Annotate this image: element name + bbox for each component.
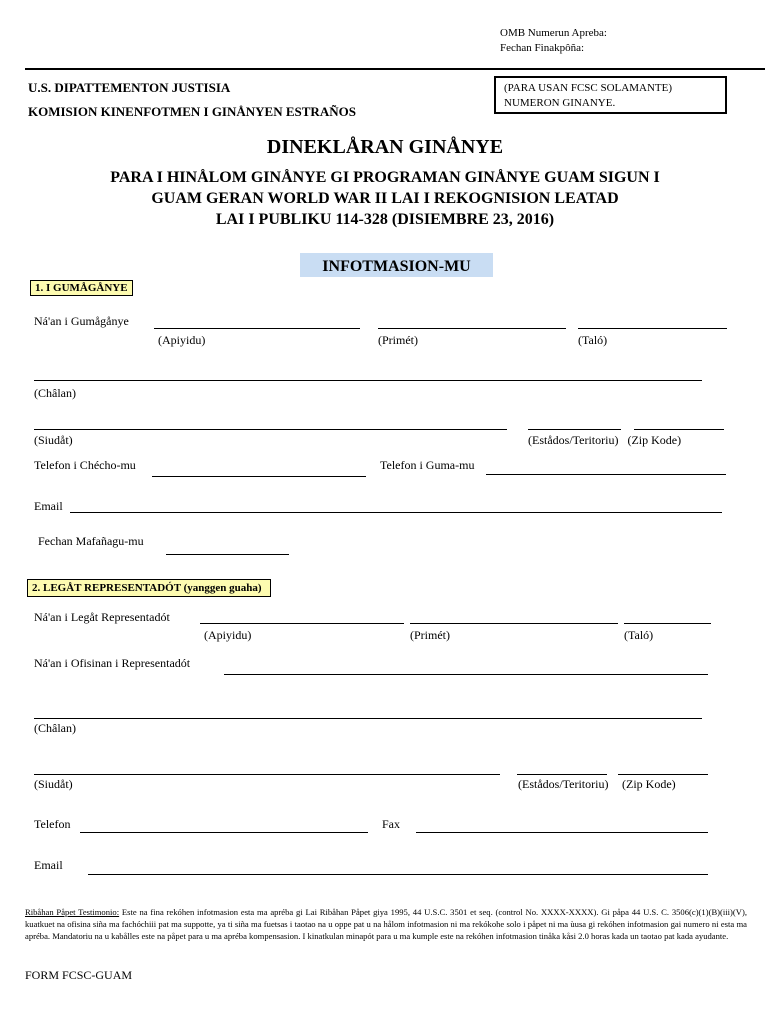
rep-last-name-input[interactable]: [200, 605, 404, 624]
rep-office-input[interactable]: [224, 656, 708, 675]
claimant-middle-name-input[interactable]: [578, 310, 727, 329]
omb-block: [500, 26, 607, 56]
claimant-address-input[interactable]: [34, 362, 702, 381]
last-name-caption: (Apiyidu): [158, 333, 206, 347]
subtitle-line-1: PARA I HINÅLOM GINÅNYE GI PROGRAMAN GINÅNYE GUAM SIGUN I: [110, 169, 660, 186]
dob-label: Fechan Mafañagu-mu: [38, 534, 144, 548]
omb-number-label: OMB Numerun Apreba:: [500, 27, 607, 39]
rep-first-caption: (Primét): [410, 628, 450, 642]
rep-city-caption: (Siudåt): [34, 777, 73, 791]
rep-address-input[interactable]: [34, 700, 702, 719]
work-phone-label: Telefon i Chécho-mu: [34, 458, 136, 472]
form-subtitle: [0, 167, 770, 230]
email-label: Email: [34, 499, 63, 513]
rep-phone-label: Telefon: [34, 817, 71, 831]
subtitle-line-2: GUAM GERAN WORLD WAR II LAI I REKOGNISION LEATAD: [151, 190, 619, 207]
subtitle-line-3: LAI I PUBLIKU 114-328 (DISIEMBRE 23, 2016): [215, 211, 555, 228]
official-use-box: [494, 76, 727, 114]
claimant-city-input[interactable]: [34, 411, 507, 430]
expiration-date-label: Fechan Finakpôña:: [500, 42, 585, 54]
address-caption: (Châlan): [34, 386, 76, 400]
first-name-caption: (Primét): [378, 333, 418, 347]
department-name: U.S. DIPATTEMENTON JUSTISIA: [28, 80, 231, 95]
home-phone-input[interactable]: [486, 456, 726, 475]
rep-middle-caption: (Taló): [624, 628, 654, 642]
claimant-email-input[interactable]: [70, 494, 722, 513]
rep-office-label: Ná'an i Ofisinan i Representadót: [34, 656, 191, 670]
claimant-name-label: Ná'an i Gumågånye: [34, 314, 129, 328]
rep-email-label: Email: [34, 858, 63, 872]
form-title: DINEKLÅRAN GINÅNYE: [266, 136, 504, 158]
claimant-first-name-input[interactable]: [378, 310, 566, 329]
claim-number-label: NUMERON GINANYE.: [504, 97, 616, 109]
paperwork-notice: [25, 906, 747, 942]
claimant-last-name-input[interactable]: [154, 310, 360, 329]
section2-header: 2. LEGÅT REPRESENTADÓT (yanggen guaha): [27, 579, 271, 597]
middle-name-caption: (Taló): [578, 333, 608, 347]
rep-city-input[interactable]: [34, 756, 500, 775]
home-phone-label: Telefon i Guma-mu: [380, 458, 475, 472]
paperwork-notice-text: Este na fina rekóhen infotmasion esta ma apréba gi Lai Ribåhan Påpet giya 1995, 44 U.S.C. 3501 et seq. (control No. XXXX-XXXX). Gi påpa 44 U.S. C. 3506(c)(1)(B)(iii)(V), kuatkuet na ofisina siña ma fachóchiii pat ma suppotte, ya ti siña ma fuetsas i taotao na u oppe pat u na hålom infotmasion ni ma rekókohe solo i påpet ni ma ùusa gi rekóhen infotmasion gai numero ni esta ma apréba. Mandatoriu na u kabålles este na påpet para u ma apréba kompensasion. I kinatkulan minapót para u ma kumple este na rekóhen infotmasion tinåka kåsi 2.0 horas kada un taotao pat kada ayudante.: [25, 907, 748, 941]
rep-state-caption: (Estådos/Teritoriu): [518, 777, 609, 791]
commission-name: KOMISION KINENFOTMEN I GINÅNYEN ESTRAÑOS: [28, 104, 356, 119]
city-caption: (Siudåt): [34, 433, 73, 447]
rep-address-caption: (Châlan): [34, 721, 76, 735]
rep-zip-caption: (Zip Kode): [622, 777, 676, 791]
rep-state-input[interactable]: [517, 756, 607, 775]
rep-last-caption: (Apiyidu): [204, 628, 252, 642]
paperwork-notice-title: Ribåhan Påpet Testimonio:: [25, 907, 120, 917]
claimant-state-input[interactable]: [528, 411, 621, 430]
work-phone-input[interactable]: [152, 458, 366, 477]
rep-fax-input[interactable]: [416, 814, 708, 833]
form-id: FORM FCSC-GUAM: [25, 968, 133, 982]
info-banner: INFOTMASION-MU: [300, 253, 493, 277]
rep-fax-label: Fax: [382, 817, 400, 831]
top-divider: [25, 68, 765, 70]
section1-header: 1. I GUMÅGÅNYE: [30, 280, 133, 296]
official-use-label: (PARA USAN FCSC SOLAMANTE): [504, 82, 672, 94]
rep-first-name-input[interactable]: [410, 605, 618, 624]
state-zip-caption: (Estådos/Teritoriu) (Zip Kode): [528, 433, 682, 447]
rep-phone-input[interactable]: [80, 814, 368, 833]
claimant-zip-input[interactable]: [634, 411, 724, 430]
dob-input[interactable]: [166, 536, 289, 555]
rep-middle-name-input[interactable]: [624, 605, 711, 624]
rep-name-label: Ná'an i Legåt Representadót: [34, 610, 170, 624]
rep-zip-input[interactable]: [618, 756, 708, 775]
rep-email-input[interactable]: [88, 856, 708, 875]
